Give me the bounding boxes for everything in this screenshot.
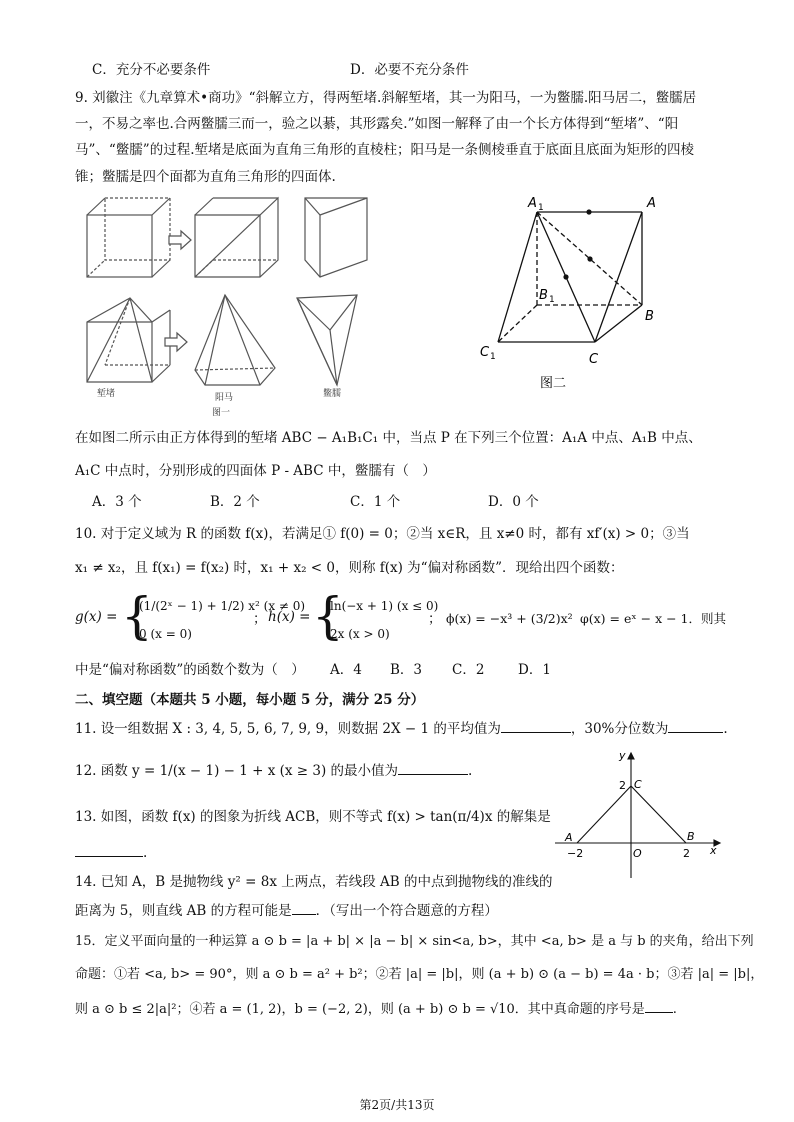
q9-line-1: 9. 刘徽注《九章算术•商功》“斜解立方，得两堑堵.斜解堑堵，其一为阳马，一为鳖臑.阳马居二，鳖臑居 <box>75 90 697 106</box>
q15-text-b: . <box>672 1002 677 1017</box>
figure-1 <box>75 190 375 418</box>
q11-text-c: . <box>723 721 728 737</box>
section-2-heading: 二、填空题（本题共 5 小题，每小题 5 分，满分 25 分） <box>75 692 425 708</box>
fig2-label-a1: A <box>528 196 537 211</box>
graph-label-o: O <box>633 847 642 860</box>
q15-line-2: 命题：①若 <a, b> = 90°，则 a ⊙ b = a² + b²；②若 |a| = |b|，则 (a + b) ⊙ (a − b) = 4a · b；③若 |a| = |b|， <box>75 967 764 982</box>
q12-text-b: . <box>468 763 473 779</box>
q9-line-4: 锥；鳖臑是四个面都为直角三角形的四面体. <box>75 169 336 185</box>
graph-label-y: y <box>619 749 626 762</box>
q13-text-b: . <box>143 845 148 861</box>
fig2-label-a1-sub: 1 <box>538 203 544 213</box>
q10-function-phi: ϕ(x) = −x³ + (3/2)x² <box>446 611 573 626</box>
q12-blank[interactable] <box>398 760 468 775</box>
q10-option-a: A．4 <box>330 662 362 678</box>
q14-line-1: 14. 已知 A，B 是抛物线 y² = 8x 上两点，若线段 AB 的中点到抛物线的准线的 <box>75 874 553 890</box>
q11-blank-1[interactable] <box>501 718 571 733</box>
fig1-label-qiandu: 堑堵 <box>97 389 116 399</box>
q11-blank-2[interactable] <box>668 718 723 733</box>
q11-text-b: ，30%分位数为 <box>570 721 669 737</box>
q12-text-a: 12. 函数 y = 1/(x − 1) − 1 + x (x ≥ 3) 的最小值为 <box>75 763 399 779</box>
q15-line-3 <box>75 998 677 1020</box>
q9-line-2: 一，不易之率也.合两鳖臑三而一，验之以綦，其形露矣.”如图一解释了由一个长方体得到“堑堵”、“阳 <box>75 116 679 132</box>
q15-blank[interactable] <box>645 998 673 1013</box>
q10-sep-2: ； <box>428 611 442 627</box>
graph-label-2-y: 2 <box>619 779 626 792</box>
q10-h-bottom: 2x (x > 0) <box>330 627 390 641</box>
q9-option-c: C．1 个 <box>350 494 401 510</box>
q10-function-varphi: φ(x) = eˣ − x − 1．则其 <box>580 611 727 626</box>
fig2-label-c: C <box>589 352 599 367</box>
q13-answer <box>75 842 147 863</box>
q9-line-3: 马”、“鳖臑”的过程.堑堵是底面为直角三角形的直棱柱；阳马是一条侧棱垂直于底面且底面为矩形的四棱 <box>75 142 694 158</box>
q15-line-1: 15．定义平面向量的一种运算 a ⊙ b = |a + b| × |a − b| × sin<a, b>，其中 <a, b> 是 a 与 b 的夹角，给出下列 <box>75 934 754 949</box>
q10-function-g: g(x) = { (1/(2ˣ − 1) + 1/2) x² (x ≠ 0) 0 (x = 0) <box>75 587 306 645</box>
q10-sep-1: ； <box>253 611 267 627</box>
q13-blank[interactable] <box>75 842 143 857</box>
graph-label-neg2: −2 <box>567 847 584 860</box>
figure-2 <box>470 190 710 395</box>
fig2-label-b1: B <box>539 288 548 303</box>
q10-option-c: C．2 <box>452 662 485 678</box>
fig2-label-c1-sub: 1 <box>490 352 496 362</box>
graph-label-a: A <box>565 831 573 844</box>
fig1-label-yangma: 阳马 <box>215 393 234 403</box>
q9-line-5: 在如图二所示由正方体得到的堑堵 ABC − A₁B₁C₁ 中，当点 P 在下列三个位置：A₁A 中点、A₁B 中点、 <box>75 430 702 446</box>
q10-function-h: h(x) = { ln(−x + 1) (x ≤ 0) 2x (x > 0) <box>268 587 439 645</box>
graph-label-2-x: 2 <box>683 847 690 860</box>
fig2-caption: 图二 <box>540 376 567 391</box>
graph-label-b: B <box>687 830 695 843</box>
q8-option-c: C．充分不必要条件 <box>92 62 211 78</box>
page-footer: 第2页/共13页 <box>359 1098 435 1112</box>
graph-label-x: x <box>710 844 717 857</box>
graph-label-c: C <box>634 778 642 791</box>
q10-line-4: 中是“偏对称函数”的函数个数为（ ） <box>75 662 305 678</box>
q15-text-a: 则 a ⊙ b ≤ 2|a|²；④若 a = (1, 2)，b = (−2, 2)，则 (a + b) ⊙ b = √10．其中真命题的序号是 <box>75 1002 645 1017</box>
q9-line-6: A₁C 中点时，分别形成的四面体 P - ABC 中，鳖臑有（ ） <box>75 463 436 479</box>
q13-graph <box>555 748 725 883</box>
fig2-label-b1-sub: 1 <box>549 295 555 305</box>
q14-line-2 <box>75 900 498 921</box>
q8-option-d: D．必要不充分条件 <box>350 62 469 78</box>
q10-option-b: B．3 <box>390 662 423 678</box>
q14-text-b: ．（写出一个符合题意的方程） <box>315 903 498 919</box>
q9-option-b: B．2 个 <box>210 494 260 510</box>
q10-h-top: ln(−x + 1) (x ≤ 0) <box>330 599 439 613</box>
q14-text-a: 距离为 5，则直线 AB 的方程可能是 <box>75 903 292 919</box>
q10-g-top: (1/(2ˣ − 1) + 1/2) x² (x ≠ 0) <box>139 599 306 613</box>
q12 <box>75 760 472 781</box>
q10-line-1: 10. 对于定义域为 R 的函数 f(x)，若满足① f(0) = 0；②当 x∈R，且 x≠0 时，都有 xf′(x) > 0；③当 <box>75 526 690 542</box>
q9-option-a: A．3 个 <box>92 494 142 510</box>
q10-line-2: x₁ ≠ x₂，且 f(x₁) = f(x₂) 时，x₁ + x₂ < 0，则称 f(x) 为“偏对称函数”．现给出四个函数： <box>75 560 624 576</box>
fig1-label-bienao: 鳖臑 <box>323 389 342 399</box>
q13-text: 13. 如图，函数 f(x) 的图象为折线 ACB，则不等式 f(x) > tan(π/4)x 的解集是 <box>75 809 551 825</box>
fig1-caption: 图一 <box>212 408 231 418</box>
fig2-label-b: B <box>645 309 654 324</box>
fig2-label-a: A <box>647 196 656 211</box>
q10-g-bottom: 0 (x = 0) <box>139 627 192 641</box>
q14-blank[interactable] <box>292 900 316 915</box>
q11-text-a: 11. 设一组数据 X : 3, 4, 5, 5, 6, 7, 9, 9，则数据 2X − 1 的平均值为 <box>75 721 501 737</box>
fig2-label-c1: C <box>480 345 490 360</box>
q10-option-d: D．1 <box>518 662 551 678</box>
q9-option-d: D．0 个 <box>488 494 539 510</box>
q11 <box>75 718 728 739</box>
